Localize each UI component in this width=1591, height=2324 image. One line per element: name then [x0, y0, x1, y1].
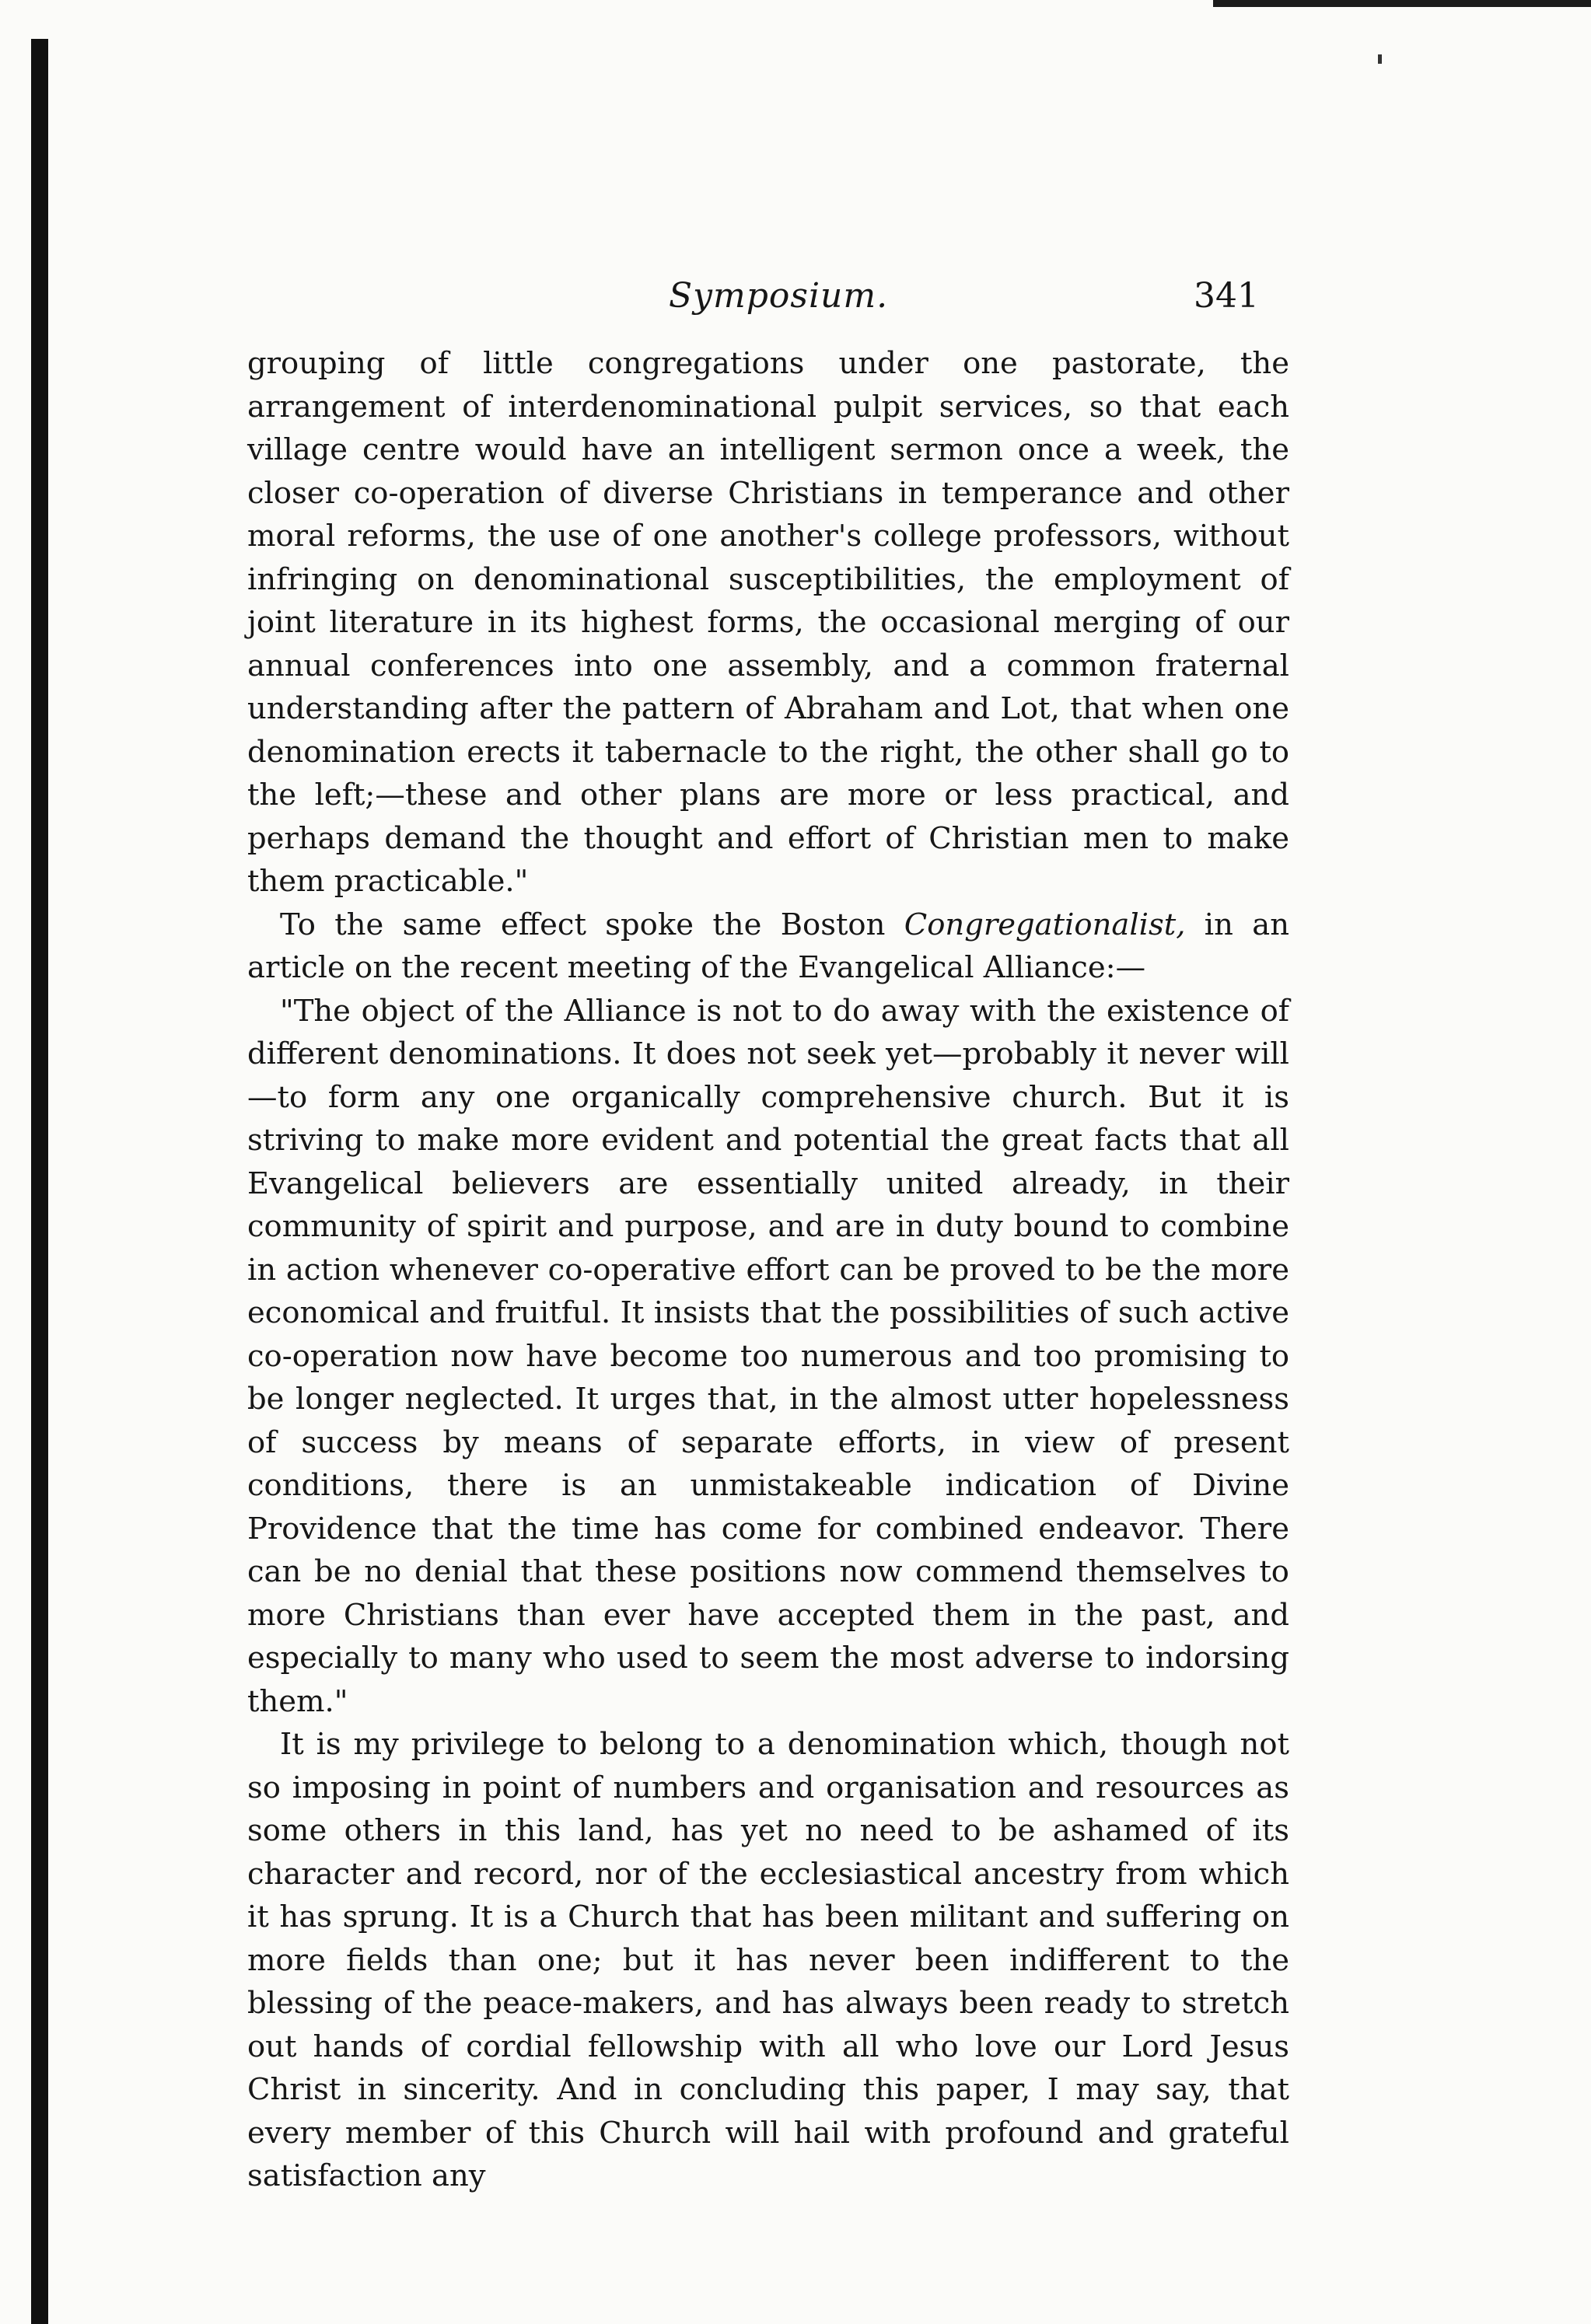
text-body	[247, 342, 1289, 2198]
paragraph-citation	[247, 903, 1289, 990]
paragraph-citation-lead: To the same effect spoke the Boston	[280, 907, 904, 942]
scan-border-top	[1213, 0, 1591, 7]
scan-border-left	[31, 39, 48, 2324]
scan-speck	[1378, 54, 1382, 64]
page-number: 341	[1194, 276, 1259, 316]
paragraph-quotation: "The object of the Alliance is not to do away with the existence of different denominations. It does not seek yet—probably it never will—to form any one organically comprehensive church. But it is striving to make more evident and potential the great facts that all Evangelical believers are essentially united already, in their community of spirit and purpose, and are in duty bound to combine in action whenever co-operative effort can be proved to be the more economical and fruitful. It insists that the possibilities of such active co-operation now have become too numerous and too promising to be longer neglected. It urges that, in the almost utter hopelessness of success by means of separate efforts, in view of present conditions, there is an unmistakeable indication of Divine Providence that the time has come for combined endeavor. There can be no denial that these positions now commend themselves to more Christians than ever have accepted them in the past, and especially to many who used to seem the most adverse to indorsing them."	[247, 993, 1289, 1719]
paragraph-citation-tail: in an article on the recent meeting of the Evangelical Alliance:—	[247, 907, 1289, 985]
publication-title: Congregationalist,	[904, 907, 1186, 942]
page-header	[0, 276, 1591, 338]
paragraph-continuation: grouping of little congregations under one pastorate, the arrangement of interdenominational pulpit services, so that each village centre would have an intelligent sermon once a week, the closer co-operation of diverse Christians in temperance and other moral reforms, the use of one another's college professors, without infringing on denominational susceptibilities, the employment of joint literature in its highest forms, the occasional merging of our annual conferences into one assembly, and a common fraternal understanding after the pattern of Abraham and Lot, that when one denomination erects it tabernacle to the right, the other shall go to the left;—these and other plans are more or less practical, and perhaps demand the thought and effort of Christian men to make them practicable."	[247, 346, 1289, 899]
running-title: Symposium.	[669, 276, 889, 316]
paragraph-conclusion: It is my privilege to belong to a denomination which, though not so imposing in point of numbers and organisation and resources as some others in this land, has yet no need to be ashamed of its character and record, nor of the ecclesiastical ancestry from which it has sprung. It is a Church that has been militant and suffering on more fields than one; but it has never been indifferent to the blessing of the peace-makers, and has always been ready to stretch out hands of cordial fellowship with all who love our Lord Jesus Christ in sincerity. And in concluding this paper, I may say, that every member of this Church will hail with profound and grateful satisfaction any	[247, 1727, 1289, 2193]
